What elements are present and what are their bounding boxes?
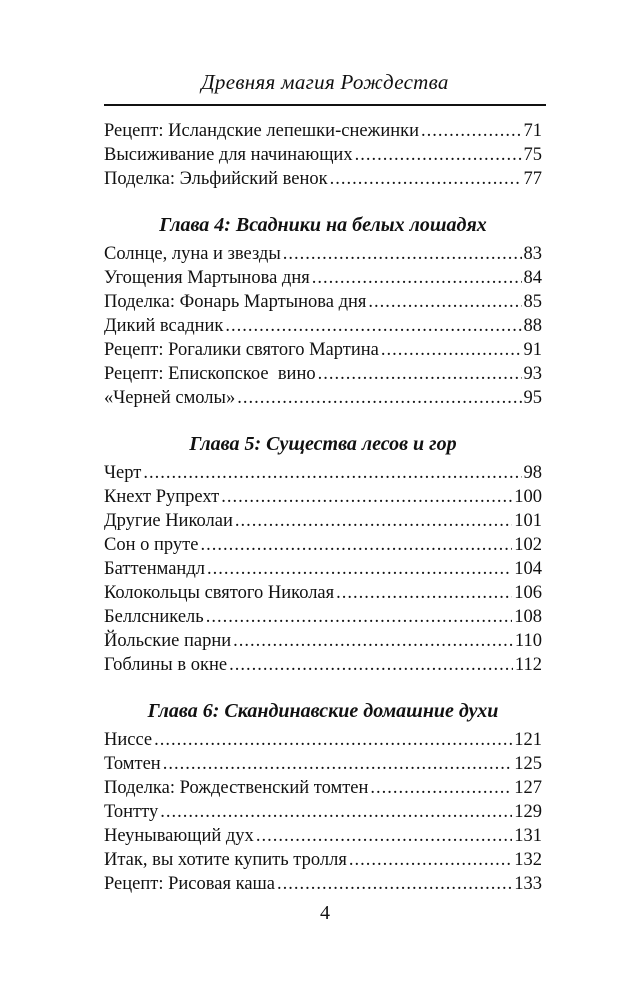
toc-entry-page: 98 xyxy=(523,463,542,483)
toc-entry xyxy=(104,629,542,653)
toc-entry-page: 133 xyxy=(514,874,542,894)
toc-entry xyxy=(104,485,542,509)
toc-entry-title: Беллсникель xyxy=(104,607,204,627)
toc-entry-title: Томтен xyxy=(104,754,161,774)
dot-leader xyxy=(233,629,513,653)
toc-entry-page: 75 xyxy=(523,145,542,165)
toc-entry-title: Поделка: Фонарь Мартынова дня xyxy=(104,292,367,312)
dot-leader xyxy=(225,314,521,338)
chapter-heading-4: Глава 4: Всадники на белых лошадях xyxy=(159,214,487,236)
toc-entry-page: 100 xyxy=(514,487,542,507)
toc-entry xyxy=(104,338,542,362)
toc-entry xyxy=(104,386,542,410)
toc-entry-title: Рецепт: Рогалики святого Мартина xyxy=(104,340,379,360)
toc-entry xyxy=(104,752,542,776)
dot-leader xyxy=(381,338,522,362)
toc-entry-title: Дикий всадник xyxy=(104,316,224,336)
toc-entry-title: Тонтту xyxy=(104,802,159,822)
dot-leader xyxy=(330,167,522,191)
toc-entry-page: 127 xyxy=(514,778,542,798)
toc-entry-page: 102 xyxy=(514,535,542,555)
toc-entry-title: Колокольцы святого Николая xyxy=(104,583,335,603)
dot-leader xyxy=(229,653,513,677)
dot-leader xyxy=(163,752,513,776)
toc-entry-title: Солнце, луна и звезды xyxy=(104,244,281,264)
toc-entry-page: 121 xyxy=(514,730,542,750)
dot-leader xyxy=(370,776,512,800)
dot-leader xyxy=(312,266,522,290)
dot-leader xyxy=(283,242,522,266)
dot-leader xyxy=(368,290,521,314)
chapter-heading-6: Глава 6: Скандинавские домашние духи xyxy=(147,700,499,722)
toc-entry xyxy=(104,290,542,314)
toc-entry xyxy=(104,143,542,167)
toc-entry-page: 125 xyxy=(514,754,542,774)
chapter-heading-5: Глава 5: Существа лесов и гор xyxy=(189,433,457,455)
toc-entry-title: Другие Николаи xyxy=(104,511,233,531)
toc-entry-title: Кнехт Рупрехт xyxy=(104,487,220,507)
toc-entry-title: Сон о пруте xyxy=(104,535,199,555)
toc-entry-page: 95 xyxy=(523,388,542,408)
toc-entry xyxy=(104,800,542,824)
toc-entry xyxy=(104,461,542,485)
dot-leader xyxy=(256,824,512,848)
dot-leader xyxy=(318,362,522,386)
toc-entry xyxy=(104,605,542,629)
toc-entry-title: Ниссе xyxy=(104,730,153,750)
toc-entry-page: 129 xyxy=(514,802,542,822)
header-rule xyxy=(104,104,546,106)
toc-entry xyxy=(104,119,542,143)
toc-entry-title: Поделка: Эльфийский венок xyxy=(104,169,328,189)
dot-leader xyxy=(421,119,521,143)
dot-leader xyxy=(200,533,512,557)
toc-entry-title: Гоблины в окне xyxy=(104,655,228,675)
running-header: Древняя магия Рождества xyxy=(201,70,449,94)
dot-leader xyxy=(235,509,512,533)
dot-leader xyxy=(349,848,512,872)
dot-leader xyxy=(207,557,512,581)
page-number: 4 xyxy=(320,902,330,924)
toc-entry-page: 88 xyxy=(523,316,542,336)
toc-entry-title: Итак, вы хотите купить тролля xyxy=(104,850,347,870)
toc-entry-title: Высиживание для начинающих xyxy=(104,145,353,165)
toc-entry-title: Йольские парни xyxy=(104,631,232,651)
toc-entry-title: Рецепт: Епископское вино xyxy=(104,364,316,384)
toc-entry-page: 83 xyxy=(523,244,542,264)
toc-entry-page: 106 xyxy=(514,583,542,603)
toc-entry-page: 101 xyxy=(514,511,542,531)
toc-entry-page: 91 xyxy=(523,340,542,360)
toc-entry xyxy=(104,362,542,386)
toc-entry xyxy=(104,872,542,896)
dot-leader xyxy=(221,485,512,509)
toc-entry xyxy=(104,824,542,848)
toc-entry-page: 112 xyxy=(514,655,542,675)
dot-leader xyxy=(154,728,512,752)
toc-entry-title: Рецепт: Рисовая каша xyxy=(104,874,275,894)
toc-entry-title: «Черней смолы» xyxy=(104,388,236,408)
toc-entry-page: 131 xyxy=(514,826,542,846)
toc-entry-page: 85 xyxy=(523,292,542,312)
toc-entry xyxy=(104,266,542,290)
toc-entry xyxy=(104,728,542,752)
toc-entry xyxy=(104,776,542,800)
toc-entry-page: 84 xyxy=(523,268,542,288)
dot-leader xyxy=(143,461,521,485)
toc-entry xyxy=(104,581,542,605)
toc-entry-page: 93 xyxy=(523,364,542,384)
dot-leader xyxy=(336,581,512,605)
table-of-contents xyxy=(104,119,542,896)
toc-entry-title: Черт xyxy=(104,463,142,483)
dot-leader xyxy=(160,800,512,824)
toc-entry xyxy=(104,557,542,581)
toc-entry-title: Поделка: Рождественский томтен xyxy=(104,778,369,798)
toc-entry xyxy=(104,242,542,266)
toc-entry xyxy=(104,848,542,872)
toc-entry xyxy=(104,533,542,557)
toc-entry xyxy=(104,653,542,677)
toc-entry-page: 77 xyxy=(523,169,542,189)
toc-entry-page: 132 xyxy=(514,850,542,870)
toc-entry-title: Рецепт: Исландские лепешки-снежинки xyxy=(104,121,420,141)
toc-entry xyxy=(104,167,542,191)
toc-entry-title: Баттенмандл xyxy=(104,559,205,579)
dot-leader xyxy=(206,605,513,629)
toc-entry xyxy=(104,314,542,338)
toc-entry-page: 108 xyxy=(514,607,542,627)
toc-entry-page: 71 xyxy=(523,121,542,141)
dot-leader xyxy=(277,872,512,896)
dot-leader xyxy=(237,386,521,410)
toc-entry-title: Угощения Мартынова дня xyxy=(104,268,310,288)
dot-leader xyxy=(355,143,522,167)
toc-entry-page: 110 xyxy=(514,631,542,651)
toc-entry-page: 104 xyxy=(514,559,542,579)
toc-entry xyxy=(104,509,542,533)
toc-entry-title: Неунывающий дух xyxy=(104,826,254,846)
